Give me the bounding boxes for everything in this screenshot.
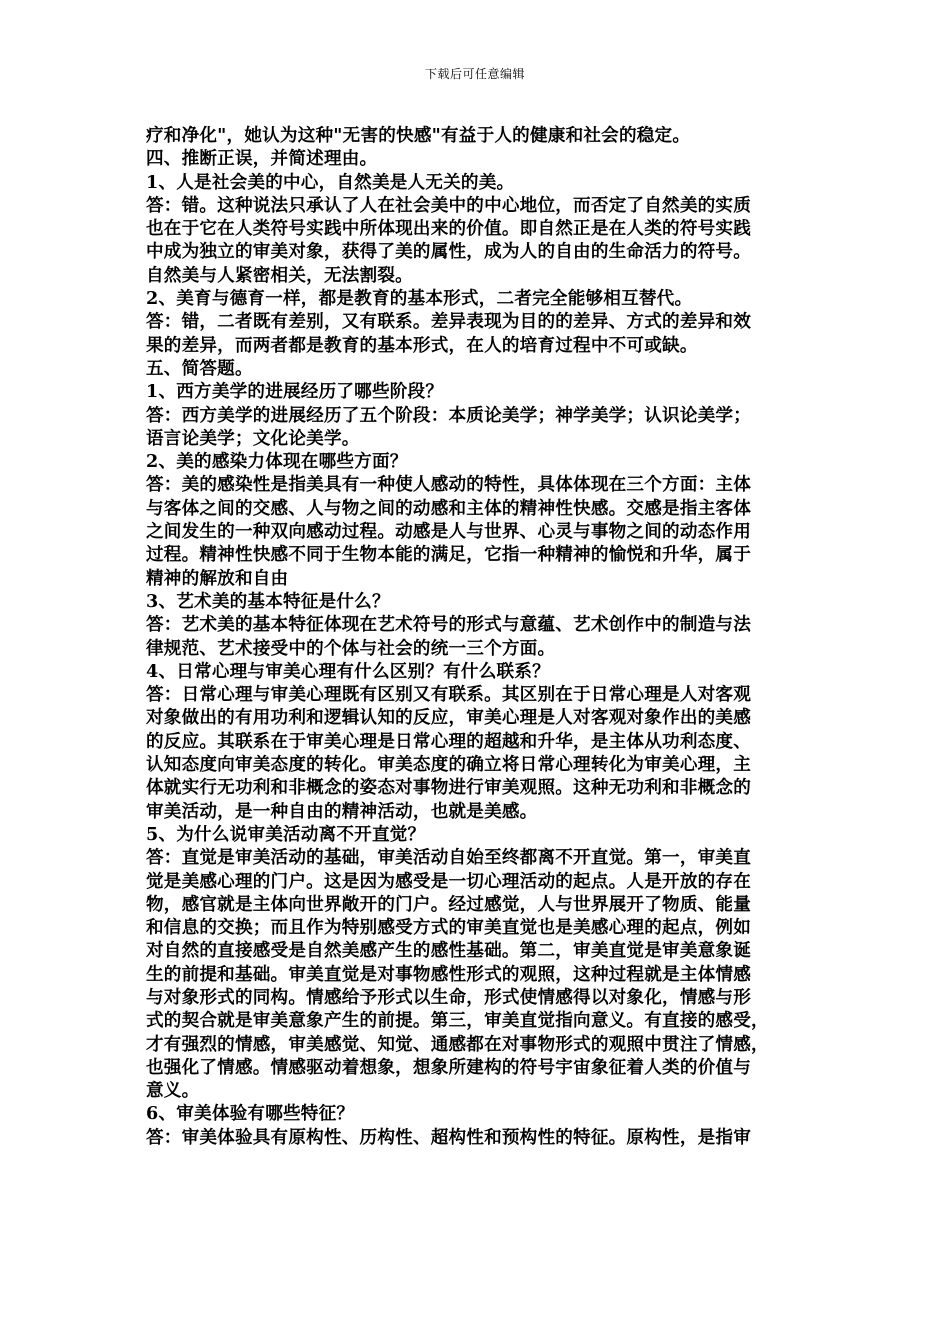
answer-line: 生的前提和基础。审美直觉是对事物感性形式的观照，这种过程就是主体情感 [146, 963, 751, 985]
question: 2、美育与德育一样，都是教育的基本形式，二者完全能够相互替代。 [146, 288, 693, 310]
question: 1、西方美学的进展经历了哪些阶段？ [146, 381, 444, 403]
answer-line: 也强化了情感。情感驱动着想象，想象所建构的符号宇宙象征着人类的价值与 [146, 1056, 751, 1078]
answer-line: 认知态度向审美态度的转化。审美态度的确立将日常心理转化为审美心理，主 [146, 754, 751, 776]
text-line: 疗和净化"，她认为这种"无害的快感"有益于人的健康和社会的稳定。 [146, 125, 691, 146]
answer-line: 才有强烈的情感，审美感觉、知觉、通感都在对事物形式的观照中贯注了情感， [146, 1033, 769, 1055]
answer-line: 对自然的直接感受是自然美感产生的感性基础。第二，审美直觉是审美意象诞 [146, 940, 751, 962]
answer-line: 自然美与人紧密相关，无法割裂。 [146, 264, 413, 286]
question: 6、审美体验有哪些特征？ [146, 1103, 355, 1125]
answer-line: 律规范、艺术接受中的个体与社会的统一三个方面。 [146, 637, 556, 659]
answer-line: 之间发生的一种双向感动过程。动感是人与世界、心灵与事物之间的动态作用 [146, 521, 751, 543]
answer-line: 审美活动，是一种自由的精神活动，也就是美感。 [146, 800, 538, 822]
question: 4、日常心理与审美心理有什么区别？有什么联系？ [146, 660, 550, 682]
answer-line: 答：错。这种说法只承认了人在社会美中的中心地位，而否定了自然美的实质 [146, 194, 751, 216]
question: 1、人是社会美的中心，自然美是人无关的美。 [146, 171, 515, 193]
answer-line: 觉是美感心理的门户。这是因为感受是一切心理活动的起点。人是开放的存在 [146, 870, 751, 892]
answer-line: 和信息的交换；而且作为特别感受方式的审美直觉也是美感心理的起点，例如 [146, 917, 751, 939]
answer-line: 答：美的感染性是指美具有一种使人感动的特性，具体体现在三个方面：主体 [146, 474, 751, 496]
answer-line: 过程。精神性快感不同于生物本能的满足，它指一种精神的愉悦和升华，属于 [146, 544, 751, 566]
answer-line: 也在于它在人类符号实践中所体现出来的价值。即自然正是在人类的符号实践 [146, 218, 751, 240]
answer-line: 意义。 [146, 1080, 200, 1102]
page-header: 下载后可任意编辑 [424, 67, 525, 81]
section-heading: 四、推断正误，并简述理由。 [146, 148, 378, 170]
answer-line: 精神的解放和自由 [146, 567, 289, 589]
answer-line: 答：西方美学的进展经历了五个阶段：本质论美学；神学美学；认识论美学； [146, 404, 751, 426]
answer-line: 答：日常心理与审美心理既有区别又有联系。其区别在于日常心理是人对客观 [146, 684, 751, 706]
answer-line: 答：错，二者既有差别，又有联系。差异表现为目的的差异、方式的差异和效 [146, 311, 751, 333]
answer-line: 与客体之间的交感、人与物之间的动感和主体的精神性快感。交感是指主客体 [146, 497, 751, 519]
answer-line: 答：直觉是审美活动的基础，审美活动自始至终都离不开直觉。第一，审美直 [146, 847, 751, 869]
document-body [146, 124, 806, 1149]
answer-line: 答：艺术美的基本特征体现在艺术符号的形式与意蕴、艺术创作中的制造与法 [146, 614, 751, 636]
answer-line: 与对象形式的同构。情感给予形式以生命，形式使情感得以对象化，情感与形 [146, 986, 751, 1008]
answer-line: 体就实行无功利和非概念的姿态对事物进行审美观照。这种无功利和非概念的 [146, 777, 751, 799]
answer-line: 果的差异，而两者都是教育的基本形式，在人的培育过程中不可或缺。 [146, 334, 698, 356]
answer-line: 式的契合就是审美意象产生的前提。第三，审美直觉指向意义。有直接的感受， [146, 1010, 769, 1032]
answer-line: 的反应。其联系在于审美心理是日常心理的超越和升华，是主体从功利态度、 [146, 730, 751, 752]
answer-line: 中成为独立的审美对象，获得了美的属性，成为人的自由的生命活力的符号。 [146, 241, 751, 263]
section-heading: 五、简答题。 [146, 357, 253, 379]
answer-line: 答：审美体验具有原构性、历构性、超构性和预构性的特征。原构性，是指审 [146, 1126, 751, 1148]
question: 5、为什么说审美活动离不开直觉？ [146, 823, 426, 845]
answer-line: 对象做出的有用功利和逻辑认知的反应，审美心理是人对客观对象作出的美感 [146, 707, 751, 729]
question: 3、艺术美的基本特征是什么？ [146, 590, 390, 612]
question: 2、美的感染力体现在哪些方面？ [146, 451, 408, 473]
answer-line: 物，感官就是主体向世界敞开的门户。经过感觉，人与世界展开了物质、能量 [146, 893, 751, 915]
answer-line: 语言论美学；文化论美学。 [146, 427, 360, 449]
